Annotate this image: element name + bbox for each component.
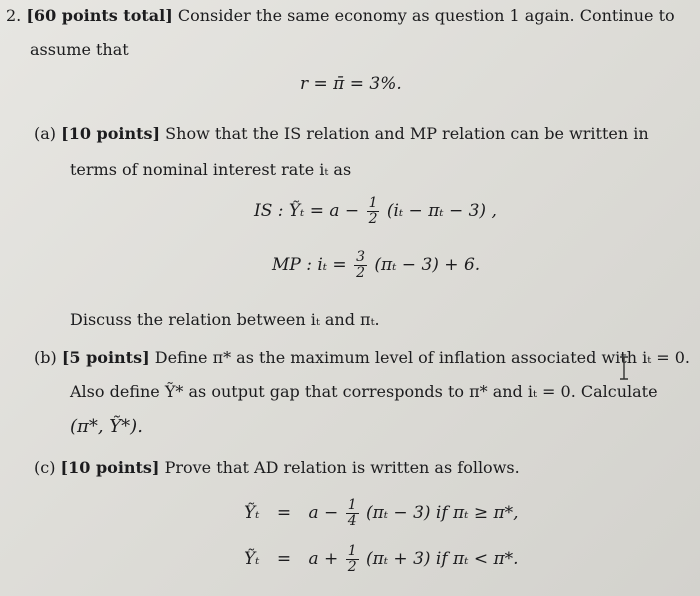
mp-eq-lhs: MP : iₜ = xyxy=(272,255,347,275)
part-b-label: (b) xyxy=(34,348,57,367)
ad-eq1-lhs: Ỹₜ xyxy=(244,503,260,523)
part-a-text: Show that the IS relation and MP relation can be written in xyxy=(165,124,649,143)
question-number: 2. xyxy=(6,6,22,25)
ad-eq2-rhs: (πₜ + 3) if πₜ < π*. xyxy=(366,549,519,569)
ad-eq2-numerator: 1 xyxy=(347,543,357,559)
ad-eq1-equals: = xyxy=(276,503,292,523)
part-a-line-2: terms of nominal interest rate iₜ as xyxy=(70,160,352,179)
part-b-points: [5 points] xyxy=(61,348,150,367)
part-c-points: [10 points] xyxy=(60,458,160,477)
mp-eq-numerator: 3 xyxy=(356,249,365,265)
is-eq-fraction xyxy=(367,196,380,227)
ad-equation-1 xyxy=(244,498,519,529)
part-c-label: (c) xyxy=(34,458,56,477)
question-2-intro-line xyxy=(6,6,675,25)
ad-eq2-denominator: 2 xyxy=(347,559,357,575)
part-a-line-1 xyxy=(34,124,649,143)
mp-eq-fraction xyxy=(354,250,367,281)
part-a-label: (a) xyxy=(34,124,57,143)
question-points: [60 points total] xyxy=(26,6,173,25)
ad-eq2-pre: a + xyxy=(308,549,339,569)
ad-eq1-numerator: 1 xyxy=(347,497,357,513)
question-intro-text: Consider the same economy as question 1 again. Continue to xyxy=(177,6,675,25)
mp-equation xyxy=(272,250,480,281)
mp-eq-rhs: (πₜ − 3) + 6. xyxy=(374,255,481,275)
part-a-points: [10 points] xyxy=(61,124,161,143)
ad-eq1-pre: a − xyxy=(308,503,339,523)
is-eq-denominator: 2 xyxy=(368,211,378,227)
part-b-line-2: Also define Ỹ* as output gap that corresponds to π* and iₜ = 0. Calculate xyxy=(70,382,658,401)
ad-equation-2 xyxy=(244,544,519,575)
assumption-equation: r = π̄ = 3%. xyxy=(300,74,402,94)
ad-eq2-fraction xyxy=(346,544,359,575)
is-eq-rhs: (iₜ − πₜ − 3) , xyxy=(386,201,497,221)
question-intro-continued: assume that xyxy=(30,40,129,59)
text-cursor-icon xyxy=(618,355,630,381)
ad-eq1-fraction xyxy=(346,498,359,529)
part-c-text: Prove that AD relation is written as follows. xyxy=(164,458,520,477)
ad-eq2-lhs: Ỹₜ xyxy=(244,549,260,569)
ad-eq1-denominator: 4 xyxy=(347,513,357,529)
part-a-discuss: Discuss the relation between iₜ and πₜ. xyxy=(70,310,380,329)
part-c-line-1 xyxy=(34,458,520,477)
mp-eq-denominator: 2 xyxy=(356,265,365,281)
is-equation xyxy=(254,196,497,227)
is-eq-numerator: 1 xyxy=(368,195,378,211)
is-eq-lhs: IS : Ỹₜ = a − xyxy=(254,201,360,221)
part-b-line-1 xyxy=(34,348,690,367)
part-b-line-3: (π*, Ỹ*). xyxy=(70,416,143,437)
ad-eq2-equals: = xyxy=(276,549,292,569)
ad-eq1-rhs: (πₜ − 3) if πₜ ≥ π*, xyxy=(366,503,519,523)
part-b-text: Define π* as the maximum level of inflation associated with iₜ = 0. xyxy=(154,348,690,367)
